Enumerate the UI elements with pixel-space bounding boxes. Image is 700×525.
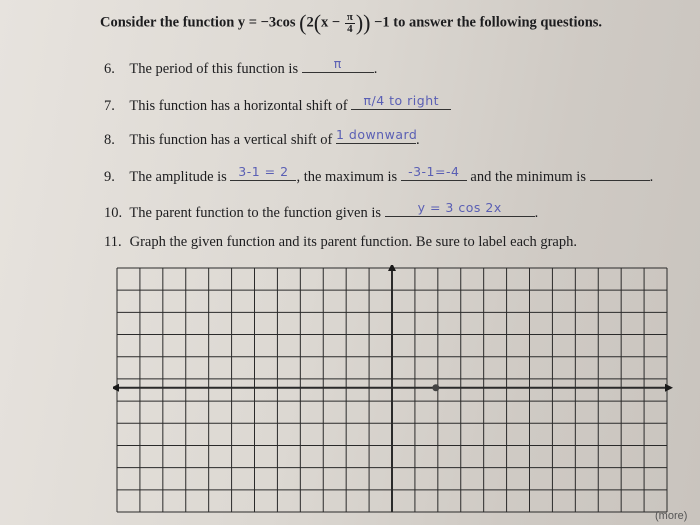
- handwritten-answer: 3-1 = 2: [238, 164, 289, 179]
- answer-blank[interactable]: [336, 125, 416, 144]
- question-text: This function has a vertical shift of: [129, 132, 333, 148]
- question-number: 11.: [104, 234, 122, 250]
- question-number: 7.: [104, 98, 115, 114]
- grid-svg[interactable]: [113, 265, 673, 515]
- handwritten-answer: 1 downward: [335, 127, 418, 142]
- question-end: .: [649, 169, 654, 185]
- question-text-b: , the maximum is: [296, 169, 398, 185]
- question-end: .: [415, 132, 420, 148]
- handwritten-answer: -3-1=-4: [408, 164, 460, 179]
- frac-numerator: π: [346, 10, 353, 23]
- question-number: 10.: [104, 205, 123, 221]
- answer-blank[interactable]: [385, 198, 535, 217]
- frac-denominator: 4: [347, 22, 353, 35]
- question-end: .: [534, 205, 539, 221]
- question-text-c: and the minimum is: [466, 169, 586, 185]
- question-6: [104, 54, 377, 78]
- header-prefix: Consider the function y = −3cos: [100, 14, 296, 31]
- question-number: 6.: [104, 61, 115, 77]
- amplitude-blank[interactable]: [230, 162, 296, 181]
- question-text: Graph the given function and its parent function. Be sure to label each graph.: [129, 234, 577, 250]
- minimum-blank[interactable]: [590, 162, 650, 181]
- x-axis-right-arrow-icon: [665, 384, 673, 392]
- open-paren: (: [299, 10, 307, 35]
- close-parens: )): [355, 10, 371, 35]
- question-7: [104, 91, 451, 115]
- maximum-blank[interactable]: [401, 162, 467, 181]
- answer-blank[interactable]: [351, 91, 451, 110]
- question-number: 9.: [104, 169, 115, 185]
- header-suffix: −1 to answer the following questions.: [374, 14, 603, 31]
- question-11: [104, 234, 577, 251]
- question-number: 8.: [104, 132, 115, 148]
- inner-open-paren: (: [313, 10, 322, 35]
- question-end: .: [373, 61, 378, 77]
- question-10: [104, 198, 538, 222]
- header-coef: 2: [306, 14, 314, 31]
- question-text: The parent function to the function given is: [129, 205, 382, 221]
- more-label: (more): [655, 510, 688, 522]
- pi-over-four: [345, 12, 355, 35]
- x-axis-left-arrow-icon: [113, 384, 119, 392]
- plotted-point: [432, 384, 439, 391]
- question-text: The period of this function is: [129, 61, 299, 77]
- handwritten-answer: y = 3 cos 2x: [417, 200, 502, 215]
- handwritten-answer: π: [333, 56, 342, 71]
- answer-blank[interactable]: [302, 54, 374, 73]
- question-8: [104, 125, 420, 149]
- header-x: x −: [321, 14, 341, 31]
- question-text-a: The amplitude is: [129, 169, 227, 185]
- question-text: This function has a horizontal shift of: [129, 98, 348, 114]
- question-header: [100, 10, 602, 36]
- graph-grid[interactable]: [113, 265, 673, 520]
- handwritten-answer: π/4 to right: [363, 93, 440, 108]
- question-9: [104, 162, 653, 186]
